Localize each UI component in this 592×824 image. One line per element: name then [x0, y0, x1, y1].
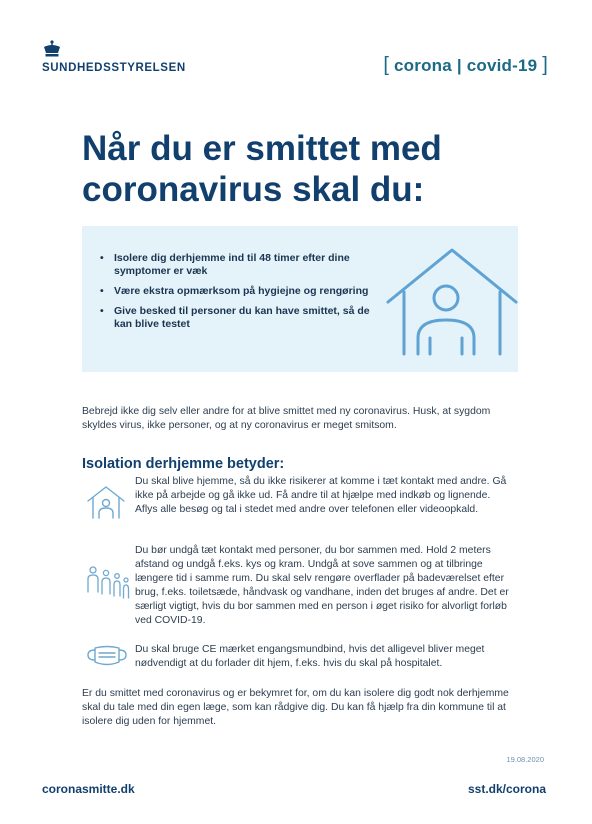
house-person-icon — [86, 484, 126, 520]
list-item: • Være ekstra opmærksom på hygiejne og rengøring — [100, 285, 370, 298]
campaign-text: corona | covid-19 — [394, 56, 538, 75]
family-distance-icon — [86, 562, 130, 600]
list-item: • Isolere dig derhjemme ind til 48 timer efter dine symptomer er væk — [100, 252, 370, 278]
footer-link-coronasmitte[interactable]: coronasmitte.dk — [42, 782, 135, 796]
list-item: • Give besked til personer du kan have smittet, så de kan blive testet — [100, 305, 370, 331]
item-text: Du skal blive hjemme, så du ikke risikerer at komme i tæt kontakt med andre. Gå ikke på arbejde og gå ikke ud. Få andre til at hjælpe med indkøb og lignende. Aflys alle besøg og tal i stedet med andre over telefonen eller videoopkald. — [135, 476, 507, 515]
org-name: SUNDHEDSSTYRELSEN — [42, 62, 186, 74]
footer-link-sst[interactable]: sst.dk/corona — [467, 782, 546, 796]
key-actions-list — [100, 252, 370, 338]
crown-icon — [42, 40, 62, 58]
bracket-close: ] — [542, 54, 548, 76]
intro-text: Bebrejd ikke dig selv eller andre for at blive smittet med ny coronavirus. Husk, at sygdom skyldes virus, ikke personer, og at ny coronavirus er meget smitsom. — [82, 406, 491, 431]
campaign-tag — [383, 54, 548, 77]
item-text: Du skal bruge CE mærket engangsmundbind, hvis det alligevel bliver meget nødvendigt at du forlader dit hjem, f.eks. hvis du skal på hospitalet. — [135, 644, 485, 669]
closing-text: Er du smittet med coronavirus og er bekymret for, om du kan isolere dig godt nok derhjemme skal du tale med din egen læge, som kan rådgive dig. Du kan få hjælp fra din kommune til at isolere dig uden for hjemmet. — [82, 688, 509, 727]
publication-date: 19.08.2020 — [506, 755, 544, 764]
house-person-icon — [386, 246, 518, 358]
bracket-open: [ — [383, 54, 390, 76]
page-title: Når du er smittet med coronavirus skal du: — [82, 129, 442, 209]
face-mask-icon — [86, 644, 128, 668]
section-title: Isolation derhjemme betyder: — [82, 456, 285, 472]
item-text: Du bør undgå tæt kontakt med personer, du bor sammen med. Hold 2 meters afstand og undgå f.eks. kys og kram. Undgå at sove sammen og at tilbringe længere tid i samme rum. Du skal selv rengøre overflader på badeværelset efter brug, f.eks. toiletsæde, håndvask og vandhane, inden det bruges af andre. Det er særligt vigtigt, hvis du bor sammen med en person i øget risiko for alvorligt forløb ved COVID-19. — [135, 545, 509, 626]
